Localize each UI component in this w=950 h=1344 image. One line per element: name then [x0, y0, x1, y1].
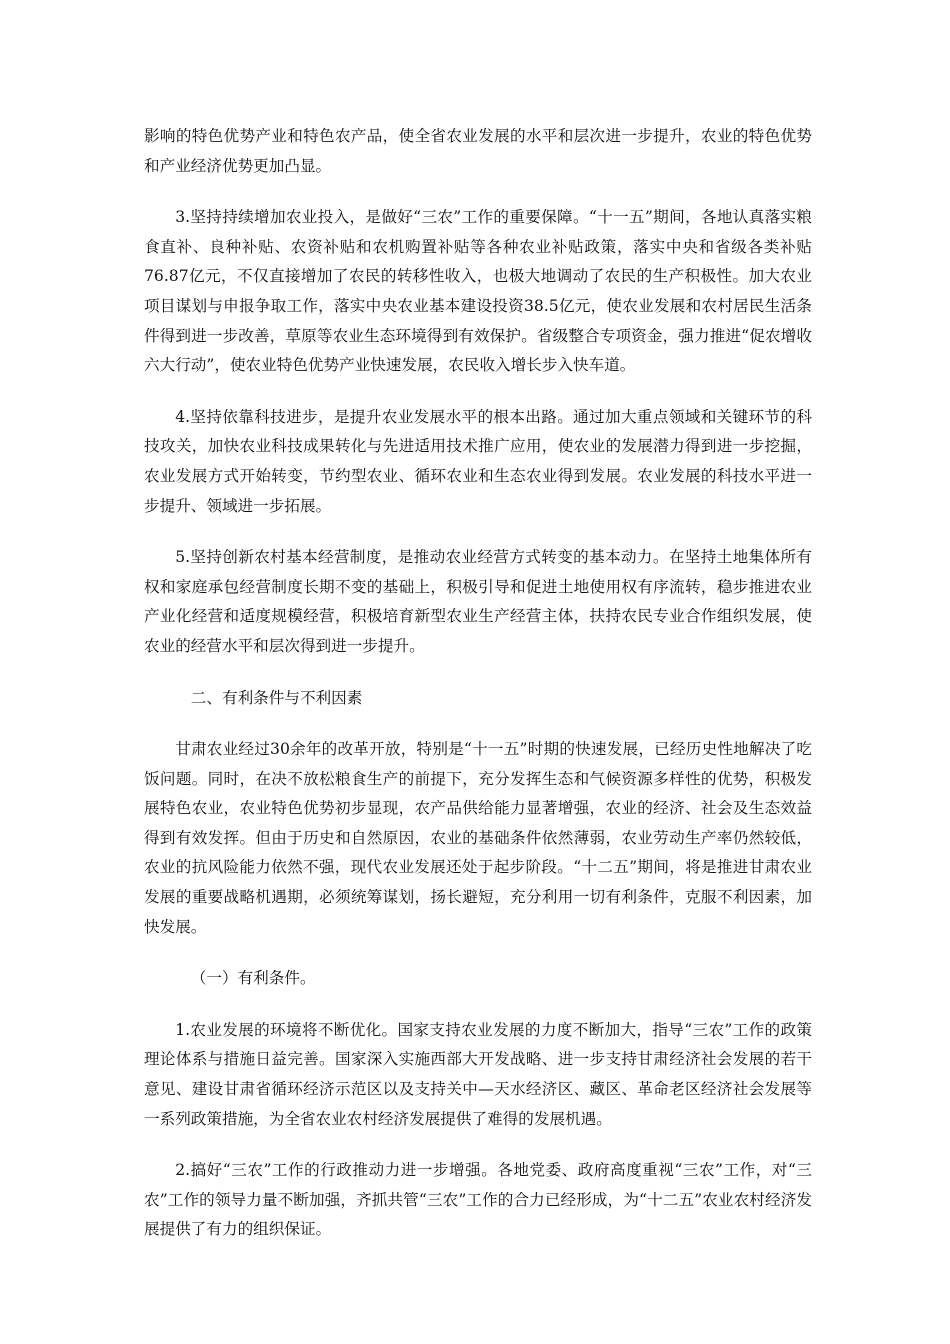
paragraph-favorable-2: 2.搞好“三农”工作的行政推动力进一步增强。各地党委、政府高度重视“三农”工作，对“三农”工作的领导力量不断加强，齐抓共管“三农”工作的合力已经形成，为“十二五”农业农村经济发展提供了有力的组织保证。: [144, 1161, 812, 1239]
subsection-heading-favorable: （一）有利条件。: [190, 969, 316, 988]
paragraph-overview: 甘肃农业经过30余年的改革开放，特别是“十一五”时期的快速发展，已经历史性地解决了吃饭问题。同时，在决不放松粮食生产的前提下，充分发挥生态和气候资源多样性的优势，积极发展特色农业，农业特色优势初步显现，农产品供给能力显著增强，农业的经济、社会及生态效益得到有效发挥。但由于历史和自然原因，农业的基础条件依然薄弱，农业劳动生产率仍然较低，农业的抗风险能力依然不强，现代农业发展还处于起步阶段。“十二五”期间，将是推进甘肃农业发展的重要战略机遇期，必须统筹谋划，扬长避短，充分利用一切有利条件，克服不利因素，加快发展。: [144, 740, 812, 936]
paragraph-continuation: 影响的特色优势产业和特色农产品，使全省农业发展的水平和层次进一步提升，农业的特色优势和产业经济优势更加凸显。: [144, 127, 812, 175]
paragraph-item-3: 3.坚持持续增加农业投入，是做好“三农”工作的重要保障。“十一五”期间，各地认真落实粮食直补、良种补贴、农资补贴和农机购置补贴等各种农业补贴政策，落实中央和省级各类补贴76.87亿元，不仅直接增加了农民的转移性收入，也极大地调动了农民的生产积极性。加大农业项目谋划与申报争取工作，落实中央农业基本建设投资38.5亿元，使农业发展和农村居民生活条件得到进一步改善，草原等农业生态环境得到有效保护。省级整合专项资金，强力推进“促农增收六大行动”，使农业特色优势产业快速发展，农民收入增长步入快车道。: [144, 208, 812, 375]
paragraph-item-4: 4.坚持依靠科技进步，是提升农业发展水平的根本出路。通过加大重点领域和关键环节的科技攻关，加快农业科技成果转化与先进适用技术推广应用，使农业的发展潜力得到进一步挖掘，农业发展方式开始转变，节约型农业、循环农业和生态农业得到发展。农业发展的科技水平进一步提升、领域进一步拓展。: [144, 407, 812, 515]
paragraph-favorable-1: 1.农业发展的环境将不断优化。国家支持农业发展的力度不断加大，指导“三农”工作的政策理论体系与措施日益完善。国家深入实施西部大开发战略、进一步支持甘肃经济社会发展的若干意见、建设甘肃省循环经济示范区以及支持关中—天水经济区、藏区、革命老区经济社会发展等一系列政策措施，为全省农业农村经济发展提供了难得的发展机遇。: [144, 1020, 812, 1128]
paragraph-item-5: 5.坚持创新农村基本经营制度，是推动农业经营方式转变的基本动力。在坚持土地集体所有权和家庭承包经营制度长期不变的基础上，积极引导和促进土地使用权有序流转，稳步推进农业产业化经营和适度规模经营，积极培育新型农业生产经营主体，扶持农民专业合作组织发展，使农业的经营水平和层次得到进一步提升。: [144, 548, 812, 655]
document-page: [144, 122, 812, 1267]
section-heading-conditions: 二、有利条件与不利因素: [190, 688, 363, 707]
